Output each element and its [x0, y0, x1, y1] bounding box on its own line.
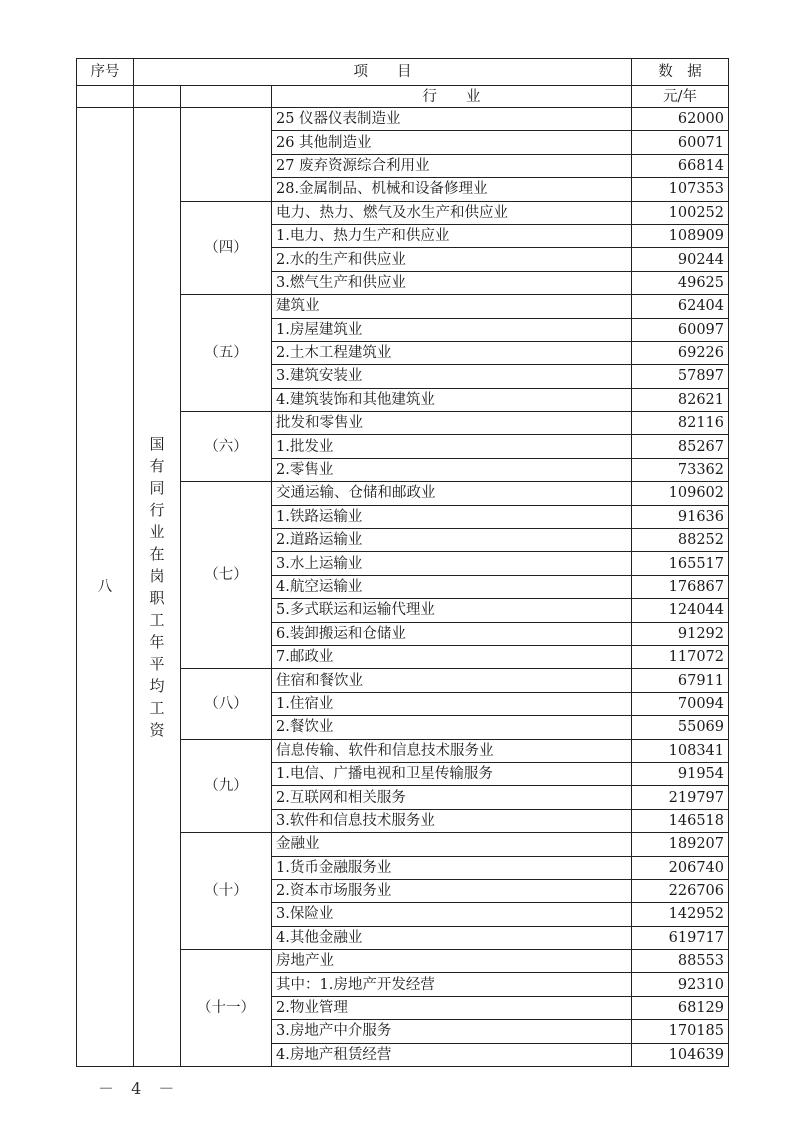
row-value: 91954	[632, 762, 729, 785]
row-label: 3.房地产中介服务	[272, 1020, 632, 1043]
row-label: 2.互联网和相关服务	[272, 786, 632, 809]
section-number: 八	[77, 108, 134, 1067]
row-label: 1.货币金融服务业	[272, 856, 632, 879]
row-label: 住宿和餐饮业	[272, 669, 632, 692]
header-row	[77, 59, 729, 86]
group-number: （五）	[181, 295, 272, 412]
group-number-blank	[181, 108, 272, 202]
group-number: （六）	[181, 412, 272, 482]
row-value: 73362	[632, 458, 729, 481]
row-label: 2.零售业	[272, 458, 632, 481]
row-label: 4.其他金融业	[272, 926, 632, 949]
row-value: 88252	[632, 529, 729, 552]
row-value: 68129	[632, 996, 729, 1019]
row-value: 91292	[632, 622, 729, 645]
row-label: 2.物业管理	[272, 996, 632, 1019]
row-value: 62000	[632, 108, 729, 131]
section-title	[134, 108, 181, 1067]
unit-blank	[181, 86, 272, 108]
row-value: 176867	[632, 575, 729, 598]
row-label: 3.软件和信息技术服务业	[272, 809, 632, 832]
row-value: 108909	[632, 224, 729, 247]
wage-table	[76, 58, 729, 1067]
row-value: 70094	[632, 692, 729, 715]
row-value: 165517	[632, 552, 729, 575]
header-data: 数 据	[632, 59, 729, 86]
row-label: 3.保险业	[272, 903, 632, 926]
row-label: 28.金属制品、机械和设备修理业	[272, 178, 632, 201]
row-value: 109602	[632, 482, 729, 505]
row-value: 117072	[632, 645, 729, 668]
row-label: 4.房地产租赁经营	[272, 1043, 632, 1066]
row-label: 2.土木工程建筑业	[272, 341, 632, 364]
row-label: 6.装卸搬运和仓储业	[272, 622, 632, 645]
row-label: 26 其他制造业	[272, 131, 632, 154]
row-value: 124044	[632, 599, 729, 622]
row-value: 104639	[632, 1043, 729, 1066]
group-number: （四）	[181, 201, 272, 295]
header-unit: 元/年	[632, 86, 729, 108]
row-value: 67911	[632, 669, 729, 692]
group-number: （十一）	[181, 950, 272, 1067]
row-label: 3.建筑安装业	[272, 365, 632, 388]
row-label: 25 仪器仪表制造业	[272, 108, 632, 131]
row-value: 62404	[632, 295, 729, 318]
row-value: 49625	[632, 271, 729, 294]
section-title-text: 国有同行业在岗职工年平均工资	[149, 435, 165, 739]
unit-blank	[77, 86, 134, 108]
row-label: 3.燃气生产和供应业	[272, 271, 632, 294]
row-label: 4.航空运输业	[272, 575, 632, 598]
row-label: 2.水的生产和供应业	[272, 248, 632, 271]
row-label: 27 废弃资源综合利用业	[272, 154, 632, 177]
row-value: 146518	[632, 809, 729, 832]
row-label: 4.建筑装饰和其他建筑业	[272, 388, 632, 411]
table-row	[77, 108, 729, 131]
unit-row	[77, 86, 729, 108]
row-label: 金融业	[272, 833, 632, 856]
row-label: 其中：1.房地产开发经营	[272, 973, 632, 996]
row-value: 60097	[632, 318, 729, 341]
row-label: 批发和零售业	[272, 412, 632, 435]
row-value: 88553	[632, 950, 729, 973]
unit-blank	[134, 86, 181, 108]
row-value: 69226	[632, 341, 729, 364]
group-number: （九）	[181, 739, 272, 833]
row-value: 91636	[632, 505, 729, 528]
row-value: 108341	[632, 739, 729, 762]
row-label: 2.道路运输业	[272, 529, 632, 552]
row-label: 1.电信、广播电视和卫星传输服务	[272, 762, 632, 785]
row-label: 电力、热力、燃气及水生产和供应业	[272, 201, 632, 224]
row-label: 1.住宿业	[272, 692, 632, 715]
row-value: 619717	[632, 926, 729, 949]
header-item: 项 目	[134, 59, 632, 86]
row-value: 82621	[632, 388, 729, 411]
row-value: 85267	[632, 435, 729, 458]
row-value: 226706	[632, 879, 729, 902]
row-value: 142952	[632, 903, 729, 926]
row-label: 2.餐饮业	[272, 716, 632, 739]
row-label: 房地产业	[272, 950, 632, 973]
row-value: 170185	[632, 1020, 729, 1043]
row-value: 55069	[632, 716, 729, 739]
row-label: 7.邮政业	[272, 645, 632, 668]
row-value: 206740	[632, 856, 729, 879]
row-label: 信息传输、软件和信息技术服务业	[272, 739, 632, 762]
header-industry: 行 业	[272, 86, 632, 108]
row-label: 5.多式联运和运输代理业	[272, 599, 632, 622]
row-value: 107353	[632, 178, 729, 201]
group-number: （十）	[181, 833, 272, 950]
row-label: 1.电力、热力生产和供应业	[272, 224, 632, 247]
row-label: 建筑业	[272, 295, 632, 318]
group-number: （八）	[181, 669, 272, 739]
row-value: 82116	[632, 412, 729, 435]
row-label: 2.资本市场服务业	[272, 879, 632, 902]
row-value: 100252	[632, 201, 729, 224]
page-number: － 4 －	[98, 1079, 181, 1098]
row-label: 交通运输、仓储和邮政业	[272, 482, 632, 505]
row-value: 189207	[632, 833, 729, 856]
row-label: 1.批发业	[272, 435, 632, 458]
row-value: 219797	[632, 786, 729, 809]
row-value: 90244	[632, 248, 729, 271]
row-value: 60071	[632, 131, 729, 154]
header-seq: 序号	[77, 59, 134, 86]
row-value: 66814	[632, 154, 729, 177]
group-number: （七）	[181, 482, 272, 669]
row-label: 3.水上运输业	[272, 552, 632, 575]
row-value: 92310	[632, 973, 729, 996]
row-label: 1.铁路运输业	[272, 505, 632, 528]
row-label: 1.房屋建筑业	[272, 318, 632, 341]
row-value: 57897	[632, 365, 729, 388]
